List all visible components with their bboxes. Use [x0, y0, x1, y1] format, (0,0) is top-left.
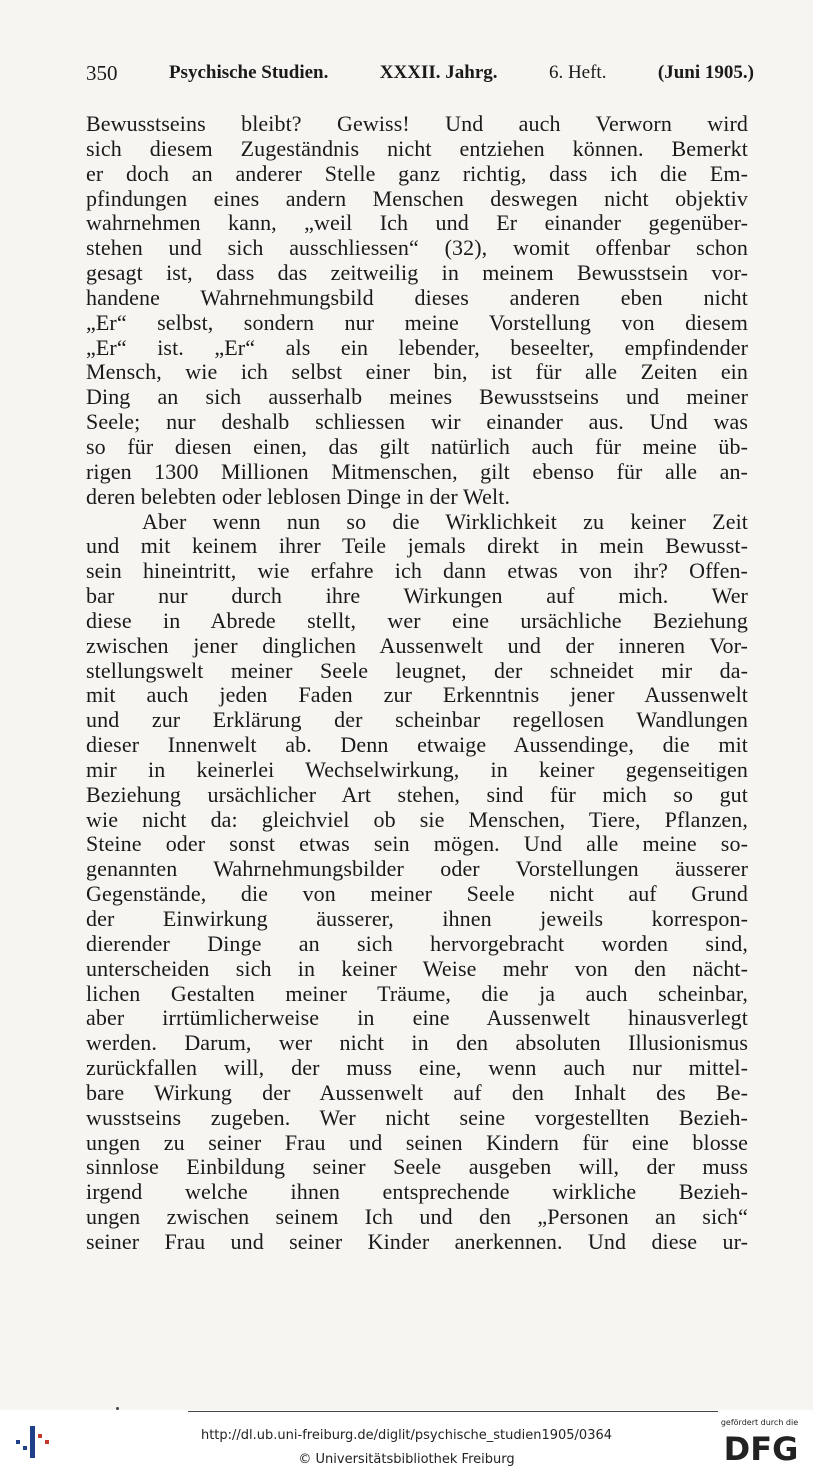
text-line: „Er“ selbst, sondern nur meine Vorstellung von diesem: [86, 310, 748, 335]
text-line: Beziehung ursächlicher Art stehen, sind für mich so gut: [86, 782, 748, 807]
issue-date: (Juni 1905.): [657, 62, 754, 83]
journal-title: Psychische Studien.: [168, 62, 329, 83]
text-line: werden. Darum, wer nicht in den absoluten Illusionismus: [86, 1031, 748, 1056]
dfg-logo-icon: [717, 1431, 805, 1465]
page-mark: [116, 1407, 119, 1410]
dfg-caption: gefördert durch die: [720, 1418, 799, 1427]
text-line: stellungswelt meiner Seele leugnet, der schneidet mir da-: [86, 658, 748, 683]
text-line: sein hineintritt, wie erfahre ich dann etwas von ihr? Offen-: [86, 559, 748, 584]
text-line: deren belebten oder leblosen Dinge in der Welt.: [86, 484, 511, 509]
text-line: stehen und sich ausschliessen“ (32), womit offenbar schon: [86, 236, 748, 261]
copyright-notice: © Universitätsbibliothek Freiburg: [298, 1452, 515, 1467]
text-line: diese in Abrede stellt, wer eine ursächliche Beziehung: [86, 608, 748, 633]
text-line: bar nur durch ihre Wirkungen auf mich. Wer: [86, 584, 748, 609]
text-line: mir in keinerlei Wechselwirkung, in keiner gegenseitigen: [86, 757, 748, 782]
text-line: wusstseins zugeben. Wer nicht seine vorgestellten Bezieh-: [86, 1105, 748, 1130]
text-line: sinnlose Einbildung seiner Seele ausgeben will, der muss: [86, 1155, 748, 1180]
text-line: wahrnehmen kann, „weil Ich und Er einander gegenüber-: [86, 211, 748, 236]
text-line: seiner Frau und seiner Kinder anerkennen. Und diese ur-: [86, 1229, 748, 1254]
issue-label: 6. Heft.: [548, 62, 607, 83]
source-url-link[interactable]: http://dl.ub.uni-freiburg.de/diglit/psychische_studien1905/0364: [200, 1428, 613, 1443]
text-line: und zur Erklärung der scheinbar regellosen Wandlungen: [86, 708, 748, 733]
text-line: unterscheiden sich in keiner Weise mehr von den nächt-: [86, 956, 748, 981]
text-line: so für diesen einen, das gilt natürlich auch für meine üb-: [86, 434, 748, 459]
text-line: genannten Wahrnehmungsbilder oder Vorstellungen äusserer: [86, 857, 748, 882]
page-number: 350: [86, 61, 118, 85]
text-line: lichen Gestalten meiner Träume, die ja auch scheinbar,: [86, 981, 748, 1006]
text-line: zwischen jener dinglichen Aussenwelt und der inneren Vor-: [86, 633, 748, 658]
svg-text:DFG: DFG: [723, 1431, 799, 1465]
text-line: dieser Innenwelt ab. Denn etwaige Aussendinge, die mit: [86, 733, 748, 758]
text-line: Mensch, wie ich selbst einer bin, ist für alle Zeiten ein: [86, 360, 748, 385]
text-line: mit auch jeden Faden zur Erkenntnis jener Aussenwelt: [86, 683, 748, 708]
text-line: bare Wirkung der Aussenwelt auf den Inhalt des Be-: [86, 1080, 748, 1105]
text-line: aber irrtümlicherweise in eine Aussenwelt hinausverlegt: [86, 1006, 748, 1031]
text-line: ungen zu seiner Frau und seinen Kindern für eine blosse: [86, 1130, 748, 1155]
text-line: sich diesem Zugeständnis nicht entziehen können. Bemerkt: [86, 136, 748, 161]
text-line: zurückfallen will, der muss eine, wenn auch nur mittel-: [86, 1056, 748, 1081]
body-text: [86, 112, 748, 1255]
text-line: Ding an sich ausserhalb meines Bewusstseins und meiner: [86, 385, 748, 410]
text-line: rigen 1300 Millionen Mitmenschen, gilt ebenso für alle an-: [86, 459, 748, 484]
text-line: „Er“ ist. „Er“ als ein lebender, beseelter, empfindender: [86, 335, 748, 360]
text-line: dierender Dinge an sich hervorgebracht worden sind,: [86, 931, 748, 956]
volume-label: XXXII. Jahrg.: [379, 62, 498, 83]
text-line: pfindungen eines andern Menschen deswegen nicht objektiv: [86, 186, 748, 211]
running-header: [86, 60, 754, 86]
text-line: und mit keinem ihrer Teile jemals direkt in mein Bewusst-: [86, 534, 748, 559]
text-line: der Einwirkung äusserer, ihnen jeweils korrespon-: [86, 907, 748, 931]
text-line: irgend welche ihnen entsprechende wirkliche Bezieh-: [86, 1180, 748, 1205]
text-line: Aber wenn nun so die Wirklichkeit zu keiner Zeit: [142, 509, 748, 534]
text-line: wie nicht da: gleichviel ob sie Menschen, Tiere, Pflanzen,: [86, 807, 748, 832]
text-line: Gegenstände, die von meiner Seele nicht auf Grund: [86, 882, 748, 907]
text-line: gesagt ist, dass das zeitweilig in meinem Bewusstsein vor-: [86, 261, 748, 286]
text-line: Steine oder sonst etwas sein mögen. Und alle meine so-: [86, 832, 748, 857]
text-line: Seele; nur deshalb schliessen wir einander aus. Und was: [86, 410, 748, 435]
text-line: ungen zwischen seinem Ich und den „Personen an sich“: [86, 1205, 748, 1230]
text-line: er doch an anderer Stelle ganz richtig, dass ich die Em-: [86, 161, 748, 186]
text-line: Bewusstseins bleibt? Gewiss! Und auch Verworn wird: [86, 112, 748, 136]
text-line: handene Wahrnehmungsbild dieses anderen eben nicht: [86, 285, 748, 310]
